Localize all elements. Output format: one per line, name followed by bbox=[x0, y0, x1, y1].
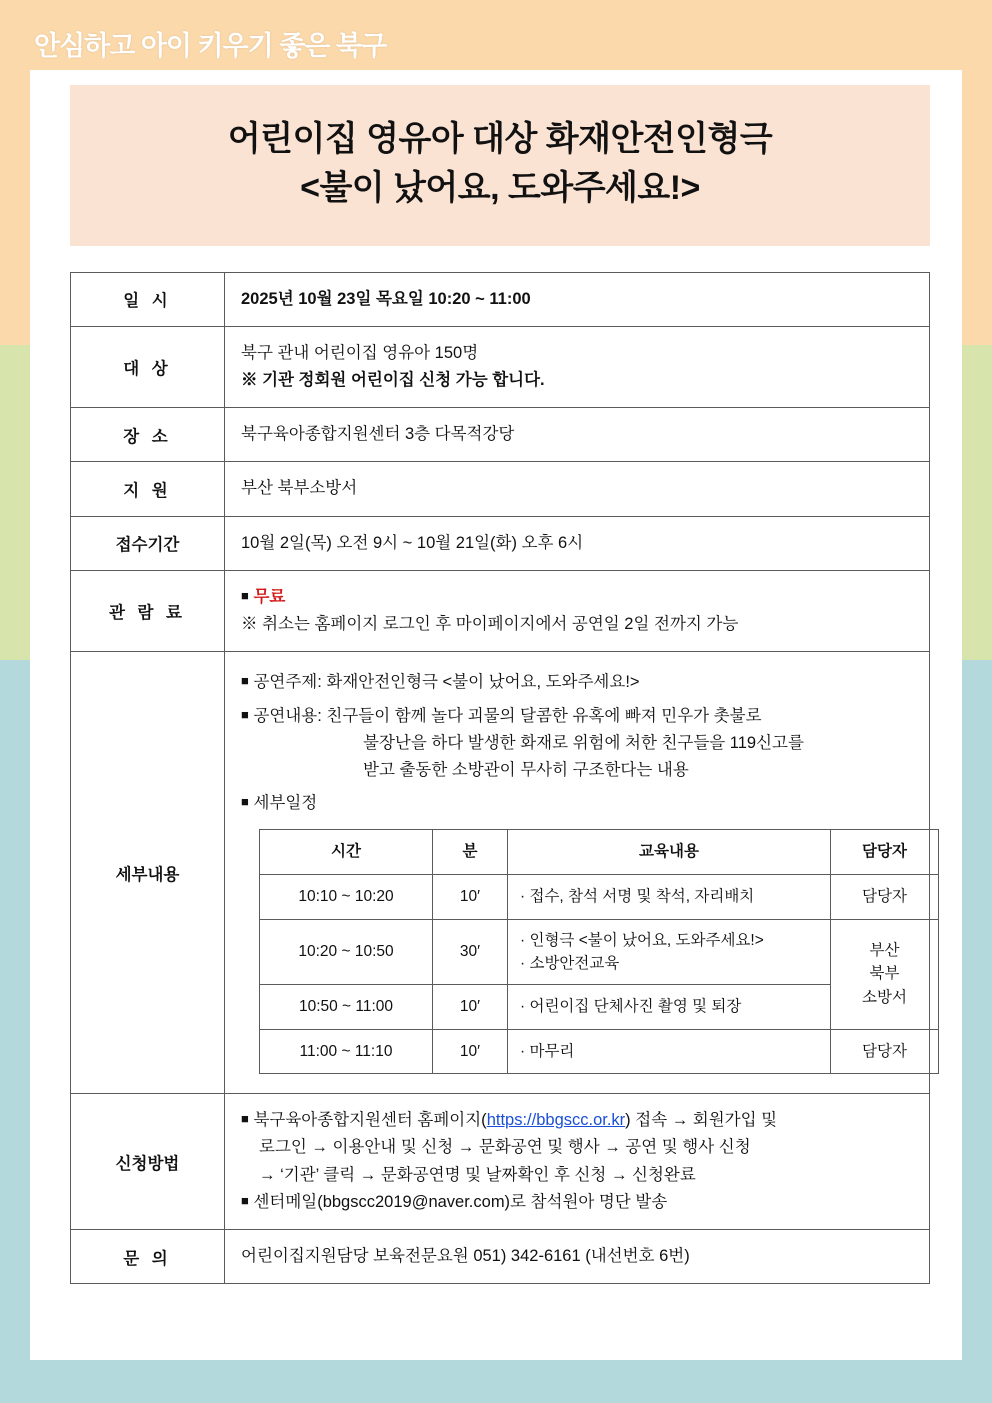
detail-subject: 공연주제: 화재안전인형극 <불이 났어요, 도와주세요!> bbox=[253, 673, 640, 692]
schedule-time: 10:50 ~ 11:00 bbox=[260, 985, 433, 1030]
schedule-min: 30′ bbox=[433, 919, 508, 985]
info-table bbox=[70, 272, 930, 1285]
detail-subject-row bbox=[241, 665, 913, 698]
row-label-apply: 신청방법 bbox=[71, 1094, 225, 1230]
schedule-row bbox=[260, 1029, 939, 1074]
schedule-who-line1: 부산 bbox=[869, 942, 900, 960]
fee-free-text: 무료 bbox=[253, 587, 286, 606]
ribbon-slogan: 안심하고 아이 키우기 좋은 북구 bbox=[34, 31, 387, 61]
schedule-row bbox=[260, 875, 939, 920]
schedule-header-min: 분 bbox=[433, 830, 508, 875]
apply-mail-block bbox=[241, 1189, 913, 1216]
row-value-datetime: 2025년 10월 23일 목요일 10:20 ~ 11:00 bbox=[225, 272, 930, 326]
detail-content-line3: 받고 출동한 소방관이 무사히 구조한다는 내용 bbox=[363, 761, 689, 779]
table-row-support bbox=[71, 462, 930, 516]
row-value-contact: 어린이집지원담당 보육전문요원 051) 342-6161 (내선번호 6번) bbox=[225, 1230, 930, 1284]
schedule-who: 담당자 bbox=[831, 875, 939, 920]
title-box bbox=[70, 85, 930, 246]
schedule-content bbox=[508, 919, 831, 985]
row-label-period: 접수기간 bbox=[71, 516, 225, 570]
bullet-square-icon: ■ bbox=[241, 1111, 249, 1127]
bullet-square-icon: ■ bbox=[241, 673, 249, 689]
schedule-who-line2: 북부 bbox=[869, 965, 900, 983]
bullet-square-icon: ■ bbox=[241, 794, 249, 810]
row-label-support: 지 원 bbox=[71, 462, 225, 516]
schedule-header-content: 교육내용 bbox=[508, 830, 831, 875]
schedule-header-who: 담당자 bbox=[831, 830, 939, 875]
apply-line4: 센터메일(bbgscc2019@naver.com)로 참석원아 명단 발송 bbox=[253, 1192, 668, 1211]
detail-content-line1: 공연내용: 친구들이 함께 놀다 괴물의 달콤한 유혹에 빠져 민우가 촛불로 bbox=[253, 706, 762, 725]
table-row-fee bbox=[71, 570, 930, 651]
target-line2: ※ 기관 정회원 어린이집 신청 가능 합니다. bbox=[241, 371, 545, 390]
schedule-who-line3: 소방서 bbox=[862, 988, 907, 1006]
apply-line1-post: ) 접속 → 회원가입 및 bbox=[625, 1111, 778, 1130]
row-value-place: 북구육아종합지원센터 3층 다목적강당 bbox=[225, 408, 930, 462]
row-label-detail: 세부내용 bbox=[71, 652, 225, 1094]
table-row-detail bbox=[71, 652, 930, 1094]
table-row-target bbox=[71, 326, 930, 407]
apply-line1-pre: 북구육아종합지원센터 홈페이지( bbox=[253, 1111, 487, 1130]
apply-line3: → ‘기관’ 클릭 → 문화공연명 및 날짜확인 후 신청 → 신청완료 bbox=[259, 1165, 696, 1184]
detail-content-row bbox=[241, 699, 913, 787]
schedule-table bbox=[259, 829, 939, 1074]
apply-step-block bbox=[241, 1107, 913, 1189]
schedule-who-merged bbox=[831, 919, 939, 1029]
schedule-header-row bbox=[260, 830, 939, 875]
row-value-target bbox=[225, 326, 930, 407]
row-label-fee: 관 람 료 bbox=[71, 570, 225, 651]
row-value-support: 부산 북부소방서 bbox=[225, 462, 930, 516]
schedule-content: · 어린이집 단체사진 촬영 및 퇴장 bbox=[508, 985, 831, 1030]
schedule-content: · 마무리 bbox=[508, 1029, 831, 1074]
page-title-line2: <불이 났어요, 도와주세요!> bbox=[300, 169, 700, 208]
page-title-line1: 어린이집 영유아 대상 화재안전인형극 bbox=[227, 120, 773, 158]
target-line1: 북구 관내 어린이집 영유아 150명 bbox=[241, 343, 479, 362]
poster-content bbox=[70, 85, 930, 1284]
table-row-apply bbox=[71, 1094, 930, 1230]
table-row-datetime bbox=[71, 272, 930, 326]
row-label-datetime: 일 시 bbox=[71, 272, 225, 326]
homepage-link[interactable]: https://bbgscc.or.kr bbox=[486, 1111, 626, 1130]
schedule-min: 10′ bbox=[433, 985, 508, 1030]
schedule-content-line2: · 소방안전교육 bbox=[520, 954, 620, 972]
schedule-header-time: 시간 bbox=[260, 830, 433, 875]
schedule-row bbox=[260, 919, 939, 985]
detail-content-line2: 불장난을 하다 발생한 화재로 위험에 처한 친구들을 119신고를 bbox=[363, 733, 804, 752]
schedule-content: · 접수, 참석 서명 및 착석, 자리배치 bbox=[508, 875, 831, 920]
schedule-who: 담당자 bbox=[831, 1029, 939, 1074]
table-row-place bbox=[71, 408, 930, 462]
bullet-square-icon: ■ bbox=[241, 1192, 249, 1208]
row-label-contact: 문 의 bbox=[71, 1230, 225, 1284]
bullet-square-icon: ■ bbox=[241, 706, 249, 722]
row-value-apply bbox=[225, 1094, 930, 1230]
bullet-square-icon: ■ bbox=[241, 587, 249, 603]
apply-line2: 로그인 → 이용안내 및 신청 → 문화공연 및 행사 → 공연 및 행사 신청 bbox=[259, 1138, 751, 1157]
table-row-contact bbox=[71, 1230, 930, 1284]
row-label-target: 대 상 bbox=[71, 326, 225, 407]
row-value-period: 10월 2일(목) 오전 9시 ~ 10월 21일(화) 오후 6시 bbox=[225, 516, 930, 570]
row-label-place: 장 소 bbox=[71, 408, 225, 462]
schedule-content-line1: · 인형극 <불이 났어요, 도와주세요!> bbox=[520, 931, 764, 949]
row-value-fee bbox=[225, 570, 930, 651]
detail-schedule-row bbox=[241, 786, 913, 819]
fee-cancel-note: ※ 취소는 홈페이지 로그인 후 마이페이지에서 공연일 2일 전까지 가능 bbox=[241, 615, 739, 634]
schedule-min: 10′ bbox=[433, 875, 508, 920]
schedule-time: 10:10 ~ 10:20 bbox=[260, 875, 433, 920]
detail-schedule-label: 세부일정 bbox=[253, 794, 318, 813]
schedule-min: 10′ bbox=[433, 1029, 508, 1074]
schedule-time: 11:00 ~ 11:10 bbox=[260, 1029, 433, 1074]
table-row-period bbox=[71, 516, 930, 570]
row-value-detail bbox=[225, 652, 930, 1094]
schedule-time: 10:20 ~ 10:50 bbox=[260, 919, 433, 985]
